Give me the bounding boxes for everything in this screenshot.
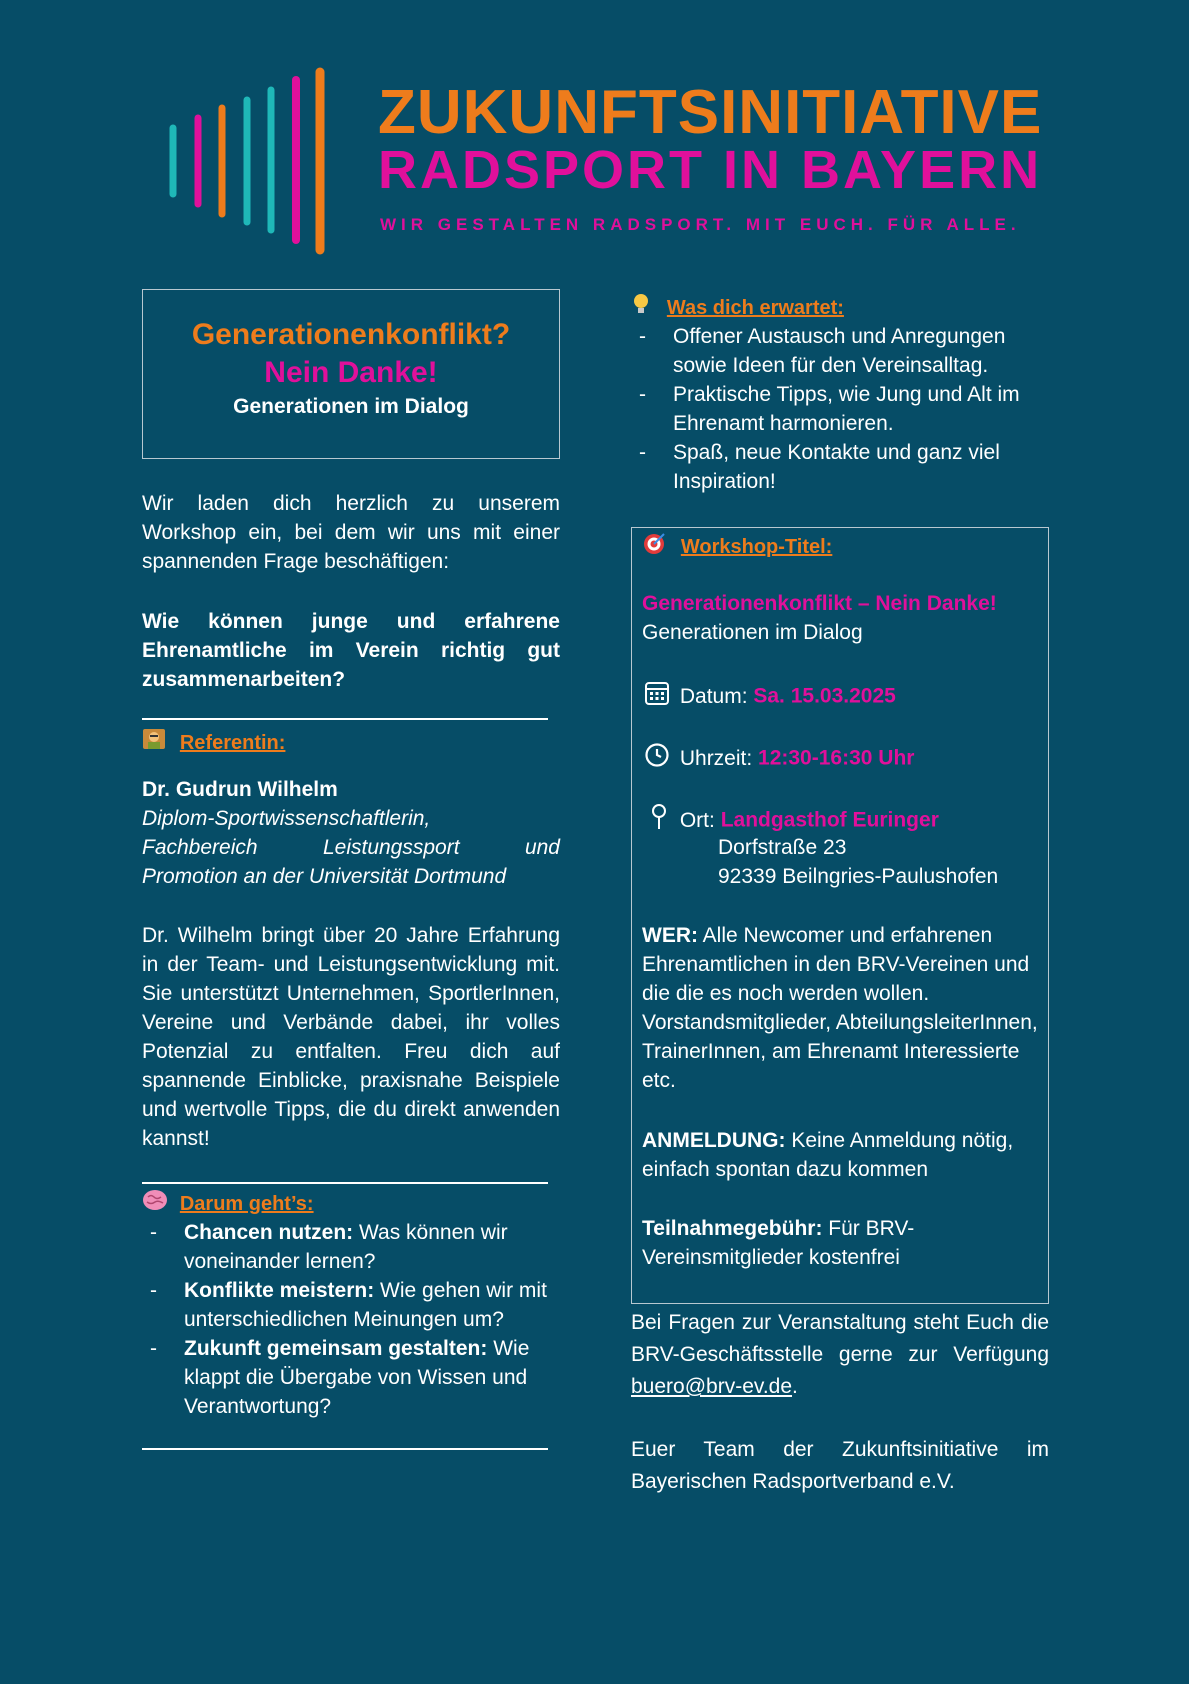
logo-title-line1: ZUKUNFTSINITIATIVE [378,78,1043,147]
divider [142,718,548,720]
gebuehr-label: Teilnahmegebühr: [642,1217,823,1240]
place-row [648,803,1048,839]
title-box [142,289,560,459]
team-signature: Euer Team der Zukunftsinitiative im Bayerischen Radsportverband e.V. [631,1438,1049,1493]
date-row [644,680,1044,714]
logo-title-line2: RADSPORT IN BAYERN [378,140,1043,200]
title-line3: Generationen im Dialog [233,395,469,418]
clock-icon [644,742,670,776]
email-link[interactable]: buero@brv-ev.de [631,1375,793,1398]
referentin-role-line3: Promotion an der Universität Dortmund [142,865,507,888]
time-value: 12:30-16:30 Uhr [758,746,915,770]
gebuehr-text: Teilnahmegebühr: Für BRV-Vereinsmitglieder kostenfrei [642,1217,915,1269]
logo-bars-graphic [165,66,335,258]
lightbulb-icon [631,292,651,324]
location-pin-icon [648,803,670,839]
anmeldung-text: ANMELDUNG: Keine Anmeldung nötig, einfach spontan dazu kommen [642,1129,1014,1181]
anmeldung-label: ANMELDUNG: [642,1129,786,1152]
darum-heading-row [142,1188,560,1220]
workshop-title [642,589,1042,647]
list-item: - Zukunft gemeinsam gestalten: Wie klappt die Übergabe von Wissen und Verantwortung? [142,1334,560,1421]
wer-label: WER: [642,924,698,947]
title-line2: Nein Danke! [264,356,438,389]
target-icon [643,531,667,563]
date-value: Sa. 15.03.2025 [753,684,896,708]
referentin-heading-row [142,727,560,759]
calendar-icon [644,680,670,714]
list-item: - Offener Austausch und Anregungen sowie Ideen für den Vereinsalltag. [631,322,1041,380]
date-label: Datum: [679,684,754,708]
time-row [644,742,1044,776]
referentin-role-line2-text: Fachbereich Leistungssport und [142,836,560,859]
referentin-role-line2 [142,833,560,862]
list-item: - Chancen nutzen: Was können wir voneinander lernen? [142,1218,560,1276]
intro-question: Wie können junge und erfahrene Ehrenamtliche im Verein richtig gut zusammenarbeiten? [142,610,560,691]
brain-icon [142,1188,168,1220]
workshop-heading-row [643,531,1043,563]
divider [142,1182,548,1184]
contact-text: Bei Fragen zur Veranstaltung steht Euch die BRV-Geschäftsstelle gerne zur Verfügung buero@brv-ev.de. [631,1311,1049,1398]
erwartet-heading: Was dich erwartet: [666,296,844,319]
teacher-icon [142,727,166,759]
title-line1: Generationenkonflikt? [191,318,511,351]
logo-tagline: WIR GESTALTEN RADSPORT. MIT EUCH. FÜR ALLE. [380,215,1021,234]
erwartet-heading-row [631,292,1049,324]
erwartet-list [631,322,1041,496]
intro-text: Wir laden dich herzlich zu unserem Workshop ein, bei dem wir uns mit einer spannenden Frage beschäftigen: [142,492,560,573]
referentin-name: Dr. Gudrun Wilhelm [142,778,338,801]
referentin-role-line1: Diplom-Sportwissenschaftlerin, [142,807,431,830]
wer-text: WER: Alle Newcomer und erfahrenen Ehrenamtlichen in den BRV-Vereinen und die die es noch werden wollen. Vorstandsmitglieder, AbteilungsleiterInnen, TrainerInnen, am Ehrenamt Interessierte etc. [642,924,1038,1092]
time-label: Uhrzeit: [679,746,759,770]
list-item: - Konflikte meistern: Wie gehen wir mit unterschiedlichen Meinungen um? [142,1276,560,1334]
place-city: 92339 Beilngries-Paulushofen [718,865,999,888]
place-value: Landgasthof Euringer [720,808,939,832]
place-label: Ort: [679,808,721,832]
darum-heading: Darum geht’s: [179,1192,314,1215]
referentin-bio: Dr. Wilhelm bringt über 20 Jahre Erfahrung in der Team- und Leistungsentwicklung mit. Sie unterstützt Unternehmen, SportlerInnen, Vereine und Verbände dabei, ihr volles Potenzial zu entfalten. Freu dich auf spannende Einblicke, praxisnahe Beispiele und wertvolle Tipps, die du direkt anwenden kannst! [142,924,560,1150]
place-street: Dorfstraße 23 [718,836,847,859]
divider [142,1448,548,1450]
list-item: - Spaß, neue Kontakte und ganz viel Inspiration! [631,438,1041,496]
referentin-heading: Referentin: [179,731,286,754]
workshop-subtitle: Generationen im Dialog [642,621,863,644]
workshop-heading: Workshop-Titel: [680,535,833,558]
list-item: - Praktische Tipps, wie Jung und Alt im Ehrenamt harmonieren. [631,380,1041,438]
workshop-title-text: Generationenkonflikt – Nein Danke! [642,592,997,615]
darum-list [142,1218,560,1421]
